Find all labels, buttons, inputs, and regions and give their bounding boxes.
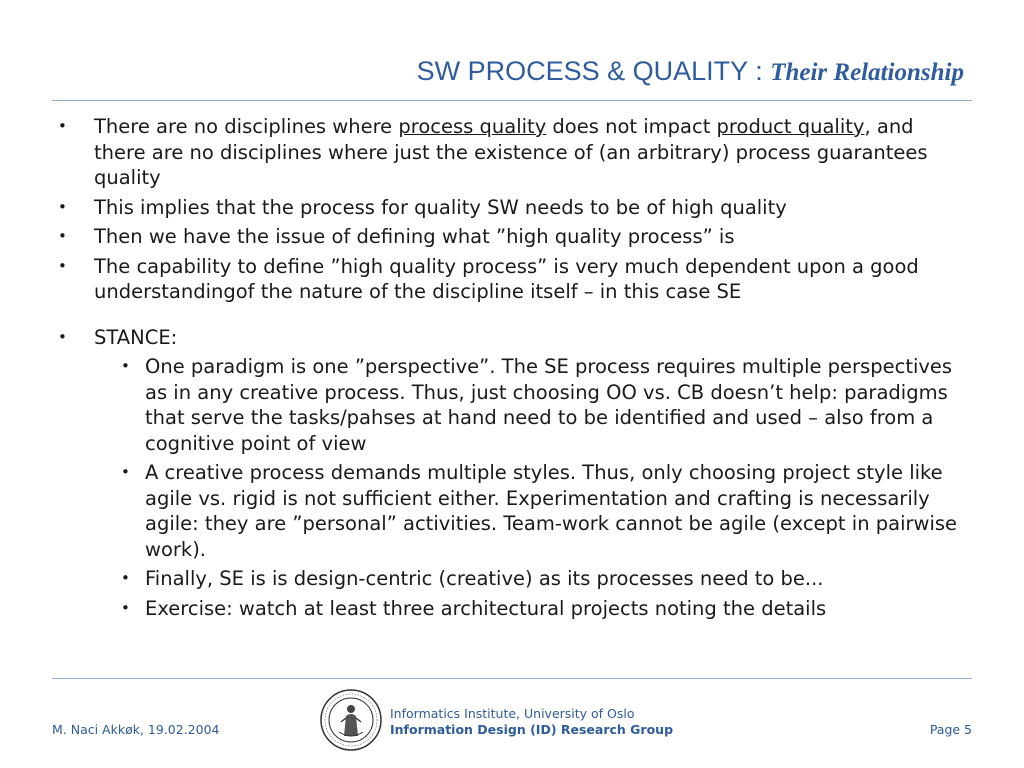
institute-name: Informatics Institute, University of Oslo — [390, 706, 635, 721]
bullet-text: , and there are no disciplines where just the existence of (an arbitrary) process guarantees quality — [94, 115, 928, 189]
sub-bullet-item: • Finally, SE is is design-centric (creative) as its processes need to be... — [132, 566, 966, 592]
bullet-item: • Then we have the issue of defining what ”high quality process” is — [56, 224, 966, 250]
sub-bullet-item: • Exercise: watch at least three architectural projects noting the details — [132, 596, 966, 622]
footer-author-date: M. Naci Akkøk, 19.02.2004 — [52, 722, 220, 737]
title-subtitle: Their Relationship — [770, 59, 964, 86]
slide-title — [417, 56, 964, 87]
bullet-item: • The capability to define ”high quality process” is very much dependent upon a good understandingof the nature of the discipline itself – in this case SE — [56, 254, 966, 305]
bottom-divider — [52, 678, 972, 679]
sub-bullet-item: • One paradigm is one ”perspective”. The SE process requires multiple perspectives as in any creative process. Thus, just choosing OO vs. CB doesn’t help: paradigms that serve the tasks/pahses at hand need to be identified and used – also from a cognitive point of view — [132, 354, 966, 456]
bullet-list — [56, 114, 966, 621]
bullet-text: There are no disciplines where — [94, 115, 399, 138]
title-main: SW PROCESS & QUALITY : — [416, 56, 771, 86]
page-number: Page 5 — [929, 722, 972, 737]
bullet-item: • This implies that the process for quality SW needs to be of high quality — [56, 195, 966, 221]
sub-bullet-item: • A creative process demands multiple styles. Thus, only choosing project style like agile vs. rigid is not sufficient either. Experimentation and crafting is necessarily agile: they are ”personal” activities. Team-work cannot be agile (except in pairwise work). — [132, 460, 966, 562]
research-group-name: Information Design (ID) Research Group — [390, 722, 674, 737]
sub-bullet-list — [94, 354, 966, 621]
underlined-term: process quality — [398, 115, 547, 138]
university-seal-icon — [319, 688, 383, 752]
institute-block — [390, 706, 673, 738]
slide-body — [56, 114, 966, 625]
bullet-text: STANCE: — [94, 325, 178, 349]
top-divider — [52, 100, 972, 101]
bullet-item — [56, 114, 966, 191]
bullet-text: does not impact — [546, 115, 717, 138]
underlined-term: product quality — [716, 115, 865, 138]
bullet-item-stance — [56, 325, 966, 622]
